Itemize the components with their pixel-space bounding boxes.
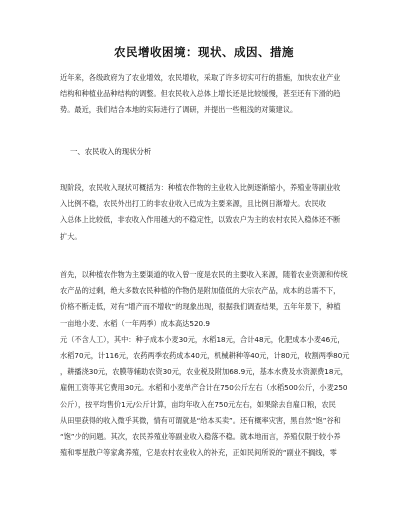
text-line: 一亩地小麦、水稻（一年两季）成本高达520.9 xyxy=(60,318,210,328)
text-line: 从田里获得的收入微乎其微，情有可谓就是“给本买卖”。还有概率灾害，黑自然“饱”谷和 xyxy=(60,415,341,425)
section-heading: 一、农民收入的现状分析 xyxy=(70,147,152,156)
text-line: “饱”少的问题。其次，农民养殖业等副业收入稳落不稳。就本地而言，养殖仅限于较小养 xyxy=(60,432,341,442)
document-title: 农民增收困境：现状、成因、措施 xyxy=(114,45,294,59)
text-line: 近年来，各级政府为了农业增效，农民增收，采取了许多切实可行的措施，加快农业产业 xyxy=(60,73,341,82)
text-line: 价格不断走低，对有“增产而不增收”的现象出现，很据我们调查结果，五年年景下，种植 xyxy=(60,302,341,312)
current-status-paragraph xyxy=(60,180,360,245)
text-line: 结构和种植业品种结构的调整。但农民收入总体上增长还是比较缓慢，甚至还有下滑的趋 xyxy=(60,89,341,99)
text-line: 元（不含人工），其中：种子成本小麦30元，水稻18元，合计48元，化肥成本小麦46元， xyxy=(60,334,345,344)
text-line: 入总体上比较低，非农收入作用越大的不稳定性，以致农户为主的农村农民入稳体还不断 xyxy=(60,215,341,225)
text-line: 公斤），按平均售价1元/公斤计算，亩均年收入在750元左右，如果除去自雇口粮，农民 xyxy=(60,399,336,409)
text-line: 势。最近，我们结合本地的实际进行了调研，并提出一些粗浅的对策建议。 xyxy=(60,105,298,115)
text-line: 首先，以种植农作物为主要渠道的收入曾一度是农民的主要收入来源，随着农业资源和传统 xyxy=(60,270,348,279)
text-line: ，耕播浇30元，农膜等辅助农资30元，农业税及附加68.9元，基本水费及水资源费18元， xyxy=(60,367,348,377)
detail-paragraph xyxy=(60,267,360,461)
text-line: 农产品的过剩，绝大多数农民种植的作物仍是附加值低的大宗农产品，成本的总需不下， xyxy=(60,286,341,296)
text-line: 扩大。 xyxy=(60,231,82,241)
text-line: 水稻70元，计116元，农药两季农药成本40元，机械耕种等40元，计80元，收割两季80元 xyxy=(60,351,350,361)
intro-paragraph xyxy=(60,70,360,119)
text-line: 入比例不稳，农民外出打工的非农业收入已成为主要来源，且比例日渐增大。农民收 xyxy=(60,199,326,209)
text-line: 殖和零星散户等家禽养殖，它是农村农业收入的补充，正如民间所说的“副业不搁线，零 xyxy=(60,448,337,458)
text-line: 现阶段，农民收入现状可概括为：种植农作物的主业收入比例逐渐缩小，养殖业等副业收 xyxy=(60,183,341,192)
text-line: 雇佣工资等其它费用30元。水稻和小麦单产合计在750公斤左右（水稻500公斤，小麦250 xyxy=(60,383,348,393)
